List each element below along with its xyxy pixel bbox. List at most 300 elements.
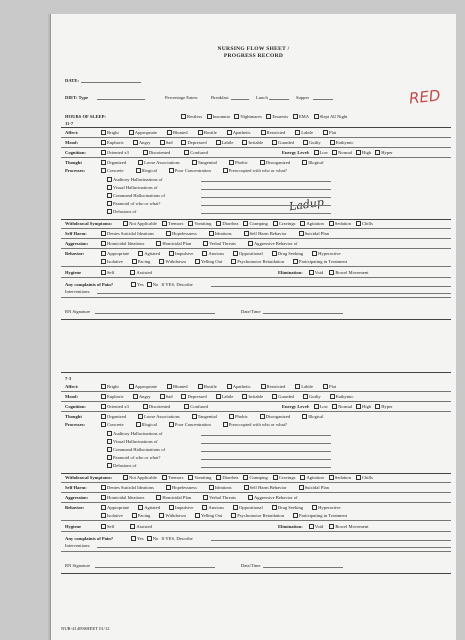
pain-label: Any complaints of Pain?: [65, 282, 114, 287]
withdrawal-option: Cramping: [249, 221, 268, 226]
affect-option: Appropriate: [134, 384, 157, 389]
withdrawal-checkbox[interactable]: [216, 221, 221, 226]
thought-processes-checkbox[interactable]: [169, 422, 174, 427]
withdrawal-checkbox[interactable]: [300, 221, 305, 226]
aggression-option: Verbal Threats: [209, 495, 236, 500]
cognition-option: Disoriented: [148, 404, 171, 409]
affect-row: [65, 384, 346, 389]
energy-option: Low: [319, 404, 328, 409]
behavior-option: Anxious: [208, 505, 224, 510]
mood-checkbox[interactable]: [216, 140, 221, 145]
pain-checkbox[interactable]: [147, 282, 152, 287]
hallucination-checkbox[interactable]: [107, 209, 112, 214]
thought-option: Tangential: [197, 414, 217, 419]
withdrawal-option: Vomiting: [194, 475, 212, 480]
cognition-checkbox[interactable]: [184, 404, 189, 409]
date-time-label: Date/Time: [241, 563, 261, 568]
withdrawal-option: Cravings: [278, 475, 296, 480]
withdrawal-option: Chills: [361, 475, 373, 480]
aggression-checkbox[interactable]: [248, 495, 253, 500]
withdrawal-option: Not Applicable: [129, 475, 157, 480]
hygiene-checkbox[interactable]: [130, 524, 135, 529]
withdrawal-checkbox[interactable]: [162, 221, 167, 226]
thought-processes-option: Concrete: [107, 168, 124, 173]
cognition-label: Cognition:: [65, 404, 86, 409]
mood-checkbox[interactable]: [272, 140, 277, 145]
cognition-option: Oriented x3: [107, 404, 129, 409]
thought-option: Phobic: [235, 160, 248, 165]
sleep-checkbox[interactable]: [234, 114, 239, 119]
cognition-option: Oriented x3: [107, 150, 129, 155]
behavior-checkbox[interactable]: [312, 505, 317, 510]
hallucination-checkbox[interactable]: [107, 185, 112, 190]
affect-checkbox[interactable]: [167, 130, 172, 135]
behavior-2-checkbox[interactable]: [231, 259, 236, 264]
hygiene-option: Assisted: [136, 270, 152, 275]
aggression-checkbox[interactable]: [101, 495, 106, 500]
hygiene-option: Self: [107, 270, 115, 275]
hallucination-checkbox[interactable]: [107, 447, 112, 452]
self-harm-checkbox[interactable]: [209, 485, 214, 490]
flow-sheet-page: [50, 14, 456, 640]
diet-percentage-label: Percentage Eaten:: [165, 95, 199, 100]
affect-checkbox[interactable]: [227, 130, 232, 135]
thought-option: Organized: [107, 414, 127, 419]
thought-checkbox[interactable]: [101, 414, 106, 419]
thought-processes-checkbox[interactable]: [136, 168, 141, 173]
thought-checkbox[interactable]: [192, 160, 197, 165]
thought-checkbox[interactable]: [302, 414, 307, 419]
mood-option: Sad: [165, 394, 173, 399]
behavior-checkbox[interactable]: [202, 251, 207, 256]
hallucination-row: [107, 201, 160, 206]
behavior-label: Behavior:: [65, 251, 85, 256]
thought-option: Illogical: [308, 414, 324, 419]
behavior-2-checkbox[interactable]: [132, 513, 137, 518]
hygiene-row: [65, 270, 368, 275]
mood-checkbox[interactable]: [272, 394, 277, 399]
withdrawal-option: Diarrhea: [222, 221, 239, 226]
self-harm-option: Self Harm Behavior: [249, 231, 287, 236]
mood-checkbox[interactable]: [133, 394, 138, 399]
elimination-checkbox[interactable]: [309, 524, 314, 529]
behavior-2-option: Withdrawn: [165, 513, 186, 518]
behavior-2-checkbox[interactable]: [293, 259, 298, 264]
behavior-2-checkbox[interactable]: [101, 513, 106, 518]
pain-checkbox[interactable]: [131, 282, 136, 287]
hallucination-row: [107, 455, 160, 460]
aggression-option: Homicidal Ideations: [107, 241, 145, 246]
thought-processes-option: Preoccupied with who or what?: [228, 422, 287, 427]
energy-checkbox[interactable]: [356, 404, 361, 409]
self-harm-label: Self Harm:: [65, 231, 87, 236]
affect-checkbox[interactable]: [323, 384, 328, 389]
self-harm-option: Hopelessness: [171, 231, 197, 236]
mood-checkbox[interactable]: [160, 394, 165, 399]
affect-checkbox[interactable]: [101, 130, 106, 135]
behavior-checkbox[interactable]: [233, 505, 238, 510]
behavior-checkbox[interactable]: [138, 505, 143, 510]
energy-option: High: [362, 150, 372, 155]
behavior-checkbox[interactable]: [312, 251, 317, 256]
mood-checkbox[interactable]: [303, 140, 308, 145]
affect-label: Affect:: [65, 130, 79, 135]
mood-option: Guilty: [308, 394, 321, 399]
withdrawal-checkbox[interactable]: [162, 475, 167, 480]
mood-option: Guarded: [278, 394, 294, 399]
mood-checkbox[interactable]: [181, 140, 186, 145]
cognition-option: Confused: [190, 150, 208, 155]
withdrawal-option: Agitation: [306, 475, 324, 480]
pain-checkbox[interactable]: [131, 536, 136, 541]
mood-row: [65, 394, 363, 399]
behavior-checkbox[interactable]: [202, 505, 207, 510]
thought-processes-checkbox[interactable]: [101, 168, 106, 173]
affect-checkbox[interactable]: [167, 384, 172, 389]
thought-checkbox[interactable]: [138, 414, 143, 419]
elimination-checkbox[interactable]: [329, 270, 334, 275]
affect-option: Flat: [329, 130, 337, 135]
affect-checkbox[interactable]: [323, 130, 328, 135]
withdrawal-option: Sedation: [334, 475, 351, 480]
elimination-checkbox[interactable]: [329, 524, 334, 529]
self-harm-checkbox[interactable]: [244, 485, 249, 490]
hallucination-label: Visual Hallucinations of: [113, 439, 158, 444]
self-harm-checkbox[interactable]: [299, 231, 304, 236]
thought-checkbox[interactable]: [260, 160, 265, 165]
withdrawal-checkbox[interactable]: [243, 221, 248, 226]
behavior-option: Hyperactive: [318, 505, 341, 510]
behavior-2-checkbox[interactable]: [159, 513, 164, 518]
behavior-checkbox[interactable]: [101, 251, 106, 256]
withdrawal-checkbox[interactable]: [300, 475, 305, 480]
aggression-checkbox[interactable]: [156, 495, 161, 500]
self-harm-option: Denies Suicidal Ideations: [107, 231, 154, 236]
mood-label: Mood:: [65, 140, 79, 145]
aggression-checkbox[interactable]: [203, 241, 208, 246]
sleep-checkbox[interactable]: [314, 114, 319, 119]
behavior-option: Appropriate: [107, 505, 130, 510]
energy-checkbox[interactable]: [332, 150, 337, 155]
withdrawal-option: Tremors: [167, 221, 184, 226]
cognition-checkbox[interactable]: [101, 150, 106, 155]
thought-checkbox[interactable]: [192, 414, 197, 419]
hygiene-checkbox[interactable]: [101, 524, 106, 529]
hygiene-checkbox[interactable]: [130, 270, 135, 275]
cognition-row: [65, 150, 393, 155]
diet-lunch-label: Lunch: [256, 95, 268, 100]
behavior-option: Drug Seeking: [277, 251, 304, 256]
behavior-checkbox[interactable]: [169, 251, 174, 256]
self-harm-row: [65, 485, 341, 490]
thought-option: Phobic: [235, 414, 248, 419]
behavior-option: Hyperactive: [318, 251, 341, 256]
withdrawal-checkbox[interactable]: [329, 221, 334, 226]
aggression-checkbox[interactable]: [101, 241, 106, 246]
hallucination-checkbox[interactable]: [107, 177, 112, 182]
cognition-checkbox[interactable]: [143, 150, 148, 155]
affect-checkbox[interactable]: [198, 384, 203, 389]
withdrawal-option: Not Applicable: [129, 221, 157, 226]
hygiene-label: Hygiene: [65, 524, 82, 529]
energy-checkbox[interactable]: [332, 404, 337, 409]
hallucination-checkbox[interactable]: [107, 455, 112, 460]
pain-describe-label: If YES, Describe: [161, 282, 193, 287]
mood-option: Labile: [221, 394, 234, 399]
thought-label: Thought: [65, 160, 82, 165]
hallucination-checkbox[interactable]: [107, 463, 112, 468]
aggression-checkbox[interactable]: [156, 241, 161, 246]
thought-processes-checkbox[interactable]: [101, 422, 106, 427]
energy-checkbox[interactable]: [375, 150, 380, 155]
aggression-label: Aggression:: [65, 241, 89, 246]
date-label: DATE:: [65, 78, 79, 83]
diet-breakfast-label: Breakfast: [211, 95, 229, 100]
withdrawal-checkbox[interactable]: [123, 221, 128, 226]
withdrawal-option: Cravings: [278, 221, 296, 226]
hygiene-checkbox[interactable]: [101, 270, 106, 275]
withdrawal-checkbox[interactable]: [123, 475, 128, 480]
thought-option: Loose Associations: [144, 414, 180, 419]
behavior-option: Impulsive: [175, 505, 194, 510]
withdrawal-checkbox[interactable]: [273, 221, 278, 226]
mood-checkbox[interactable]: [160, 140, 165, 145]
self-harm-option: Hopelessness: [171, 485, 197, 490]
behavior-label: Behavior:: [65, 505, 85, 510]
behavior-checkbox[interactable]: [169, 505, 174, 510]
pain-option: No: [152, 282, 159, 287]
affect-checkbox[interactable]: [261, 130, 266, 135]
aggression-checkbox[interactable]: [203, 495, 208, 500]
sleep-checkbox[interactable]: [293, 114, 298, 119]
sleep-checkbox[interactable]: [181, 114, 186, 119]
affect-option: Blunted: [172, 130, 188, 135]
cognition-checkbox[interactable]: [184, 150, 189, 155]
withdrawal-option: Vomiting: [194, 221, 212, 226]
thought-processes-checkbox[interactable]: [169, 168, 174, 173]
hallucination-row: [107, 209, 136, 214]
withdrawal-checkbox[interactable]: [273, 475, 278, 480]
hygiene-option: Self: [107, 524, 115, 529]
behavior-option: Drug Seeking: [277, 505, 304, 510]
mood-option: Guilty: [308, 140, 321, 145]
behavior-2-checkbox[interactable]: [159, 259, 164, 264]
hallucination-checkbox[interactable]: [107, 201, 112, 206]
thought-processes-checkbox[interactable]: [223, 422, 228, 427]
mood-checkbox[interactable]: [242, 140, 247, 145]
pain-option: Yes: [137, 536, 144, 541]
hallucination-label: Paranoid of who or what?: [113, 201, 161, 206]
behavior-checkbox[interactable]: [272, 251, 277, 256]
energy-checkbox[interactable]: [356, 150, 361, 155]
elimination-checkbox[interactable]: [309, 270, 314, 275]
energy-option: Normal: [337, 150, 353, 155]
withdrawal-checkbox[interactable]: [216, 475, 221, 480]
behavior-checkbox[interactable]: [272, 505, 277, 510]
sleep-checkbox[interactable]: [266, 114, 271, 119]
behavior-2-checkbox[interactable]: [195, 259, 200, 264]
mood-checkbox[interactable]: [101, 140, 106, 145]
aggression-option: Verbal Threats: [209, 241, 236, 246]
affect-checkbox[interactable]: [198, 130, 203, 135]
behavior-row: [65, 251, 350, 256]
self-harm-label: Self Harm:: [65, 485, 87, 490]
thought-processes-checkbox[interactable]: [223, 168, 228, 173]
behavior-2-checkbox[interactable]: [132, 259, 137, 264]
self-harm-checkbox[interactable]: [209, 231, 214, 236]
pain-label: Any complaints of Pain?: [65, 536, 114, 541]
thought-checkbox[interactable]: [302, 160, 307, 165]
behavior-2-checkbox[interactable]: [101, 259, 106, 264]
elimination-label: Elimination:: [277, 270, 303, 275]
energy-checkbox[interactable]: [375, 404, 380, 409]
affect-checkbox[interactable]: [129, 384, 134, 389]
behavior-2-checkbox[interactable]: [195, 513, 200, 518]
behavior-2-option: Pacing: [137, 513, 151, 518]
sleep-options: Restless Insomnia Nightmares Enuresis EMA Slept All Night: [181, 114, 347, 119]
diet-type-label: DIET: Type: [65, 95, 89, 100]
hallucination-label: Command Hallucinations of: [113, 193, 166, 198]
energy-level-label: Energy Level:: [281, 404, 310, 409]
mood-option: Irritable: [248, 394, 264, 399]
affect-option: Apathetic: [232, 130, 251, 135]
withdrawal-checkbox[interactable]: [356, 475, 361, 480]
thought-row: [65, 160, 336, 165]
withdrawal-checkbox[interactable]: [243, 475, 248, 480]
withdrawal-option: Tremors: [167, 475, 184, 480]
affect-option: Labile: [301, 384, 313, 389]
withdrawal-option: Sedation: [334, 221, 351, 226]
withdrawal-checkbox[interactable]: [188, 475, 193, 480]
withdrawal-checkbox[interactable]: [188, 221, 193, 226]
cognition-option: Disoriented: [148, 150, 171, 155]
hallucination-label: Command Hallucinations of: [113, 447, 166, 452]
thought-checkbox[interactable]: [260, 414, 265, 419]
affect-option: Restricted: [266, 384, 286, 389]
cognition-checkbox[interactable]: [101, 404, 106, 409]
hallucination-checkbox[interactable]: [107, 439, 112, 444]
energy-checkbox[interactable]: [314, 150, 319, 155]
behavior-2-option: Isolative: [107, 259, 123, 264]
interventions-label: Interventions:: [65, 543, 91, 548]
energy-checkbox[interactable]: [314, 404, 319, 409]
form-title: NURSING FLOW SHEET /: [217, 46, 290, 52]
self-harm-checkbox[interactable]: [101, 231, 106, 236]
thought-checkbox[interactable]: [101, 160, 106, 165]
self-harm-checkbox[interactable]: [166, 485, 171, 490]
behavior-2-option: Pacing: [137, 259, 151, 264]
pain-option: No: [152, 536, 159, 541]
behavior-checkbox[interactable]: [101, 505, 106, 510]
affect-checkbox[interactable]: [227, 384, 232, 389]
mood-checkbox[interactable]: [330, 140, 335, 145]
form-subtitle: PROGRESS RECORD: [223, 53, 284, 59]
thought-processes-option: Poor Concentration: [174, 422, 211, 427]
aggression-checkbox[interactable]: [248, 241, 253, 246]
mood-option: Irritable: [248, 140, 264, 145]
pain-describe-label: If YES, Describe: [161, 536, 193, 541]
affect-checkbox[interactable]: [261, 384, 266, 389]
affect-label: Affect:: [65, 384, 79, 389]
withdrawal-row: [65, 475, 378, 480]
shift-label-11-7: 11-7: [65, 121, 74, 126]
energy-option: Hyper: [381, 150, 393, 155]
mood-option: Labile: [221, 140, 234, 145]
mood-checkbox[interactable]: [330, 394, 335, 399]
shift-label-7-3: 7-3: [65, 376, 72, 381]
behavior-2-option: Participating in Treatment: [299, 513, 347, 518]
cognition-label: Cognition:: [65, 150, 86, 155]
interventions-label: Interventions:: [65, 289, 91, 294]
mood-option: Euphoric: [107, 394, 124, 399]
aggression-option: Homicidal Ideations: [107, 495, 145, 500]
hallucination-checkbox[interactable]: [107, 193, 112, 198]
behavior-checkbox[interactable]: [233, 251, 238, 256]
mood-checkbox[interactable]: [303, 394, 308, 399]
affect-option: Apathetic: [232, 384, 251, 389]
affect-option: Hostile: [203, 384, 217, 389]
affect-checkbox[interactable]: [129, 130, 134, 135]
behavior-2-option: Participating in Treatment: [299, 259, 347, 264]
mood-checkbox[interactable]: [133, 140, 138, 145]
withdrawal-checkbox[interactable]: [329, 475, 334, 480]
self-harm-option: Self Harm Behavior: [249, 485, 287, 490]
thought-processes-option: Concrete: [107, 422, 124, 427]
elimination-option: Bowel Movement: [335, 270, 369, 275]
thought-option: Loose Associations: [144, 160, 180, 165]
self-harm-checkbox[interactable]: [299, 485, 304, 490]
cognition-checkbox[interactable]: [143, 404, 148, 409]
thought-processes-checkbox[interactable]: [136, 422, 141, 427]
elimination-option: Bowel Movement: [335, 524, 369, 529]
mood-checkbox[interactable]: [101, 394, 106, 399]
mood-option: Angry: [138, 140, 151, 145]
thought-checkbox[interactable]: [229, 414, 234, 419]
thought-row: [65, 414, 336, 419]
self-harm-checkbox[interactable]: [101, 485, 106, 490]
hallucination-checkbox[interactable]: [107, 431, 112, 436]
behavior-2-checkbox[interactable]: [231, 513, 236, 518]
hygiene-label: Hygiene: [65, 270, 82, 275]
self-harm-checkbox[interactable]: [244, 231, 249, 236]
behavior-option: Oppositional: [238, 251, 263, 256]
behavior-checkbox[interactable]: [138, 251, 143, 256]
pain-checkbox[interactable]: [147, 536, 152, 541]
affect-checkbox[interactable]: [101, 384, 106, 389]
thought-checkbox[interactable]: [138, 160, 143, 165]
behavior-option: Impulsive: [175, 251, 194, 256]
mood-checkbox[interactable]: [216, 394, 221, 399]
affect-option: Appropriate: [134, 130, 157, 135]
behavior-2-checkbox[interactable]: [293, 513, 298, 518]
sleep-checkbox[interactable]: [207, 114, 212, 119]
affect-checkbox[interactable]: [295, 130, 300, 135]
hallucination-row: [107, 439, 158, 444]
mood-checkbox[interactable]: [242, 394, 247, 399]
mood-checkbox[interactable]: [181, 394, 186, 399]
thought-label: Thought: [65, 414, 82, 419]
affect-checkbox[interactable]: [295, 384, 300, 389]
affect-option: Hostile: [203, 130, 217, 135]
withdrawal-checkbox[interactable]: [356, 221, 361, 226]
self-harm-checkbox[interactable]: [166, 231, 171, 236]
mood-option: Depressed: [187, 140, 207, 145]
behavior-row: [65, 505, 350, 510]
thought-checkbox[interactable]: [229, 160, 234, 165]
mood-option: Euthymic: [335, 394, 354, 399]
behavior-option: Agitated: [144, 505, 161, 510]
hallucination-row: [107, 463, 136, 468]
